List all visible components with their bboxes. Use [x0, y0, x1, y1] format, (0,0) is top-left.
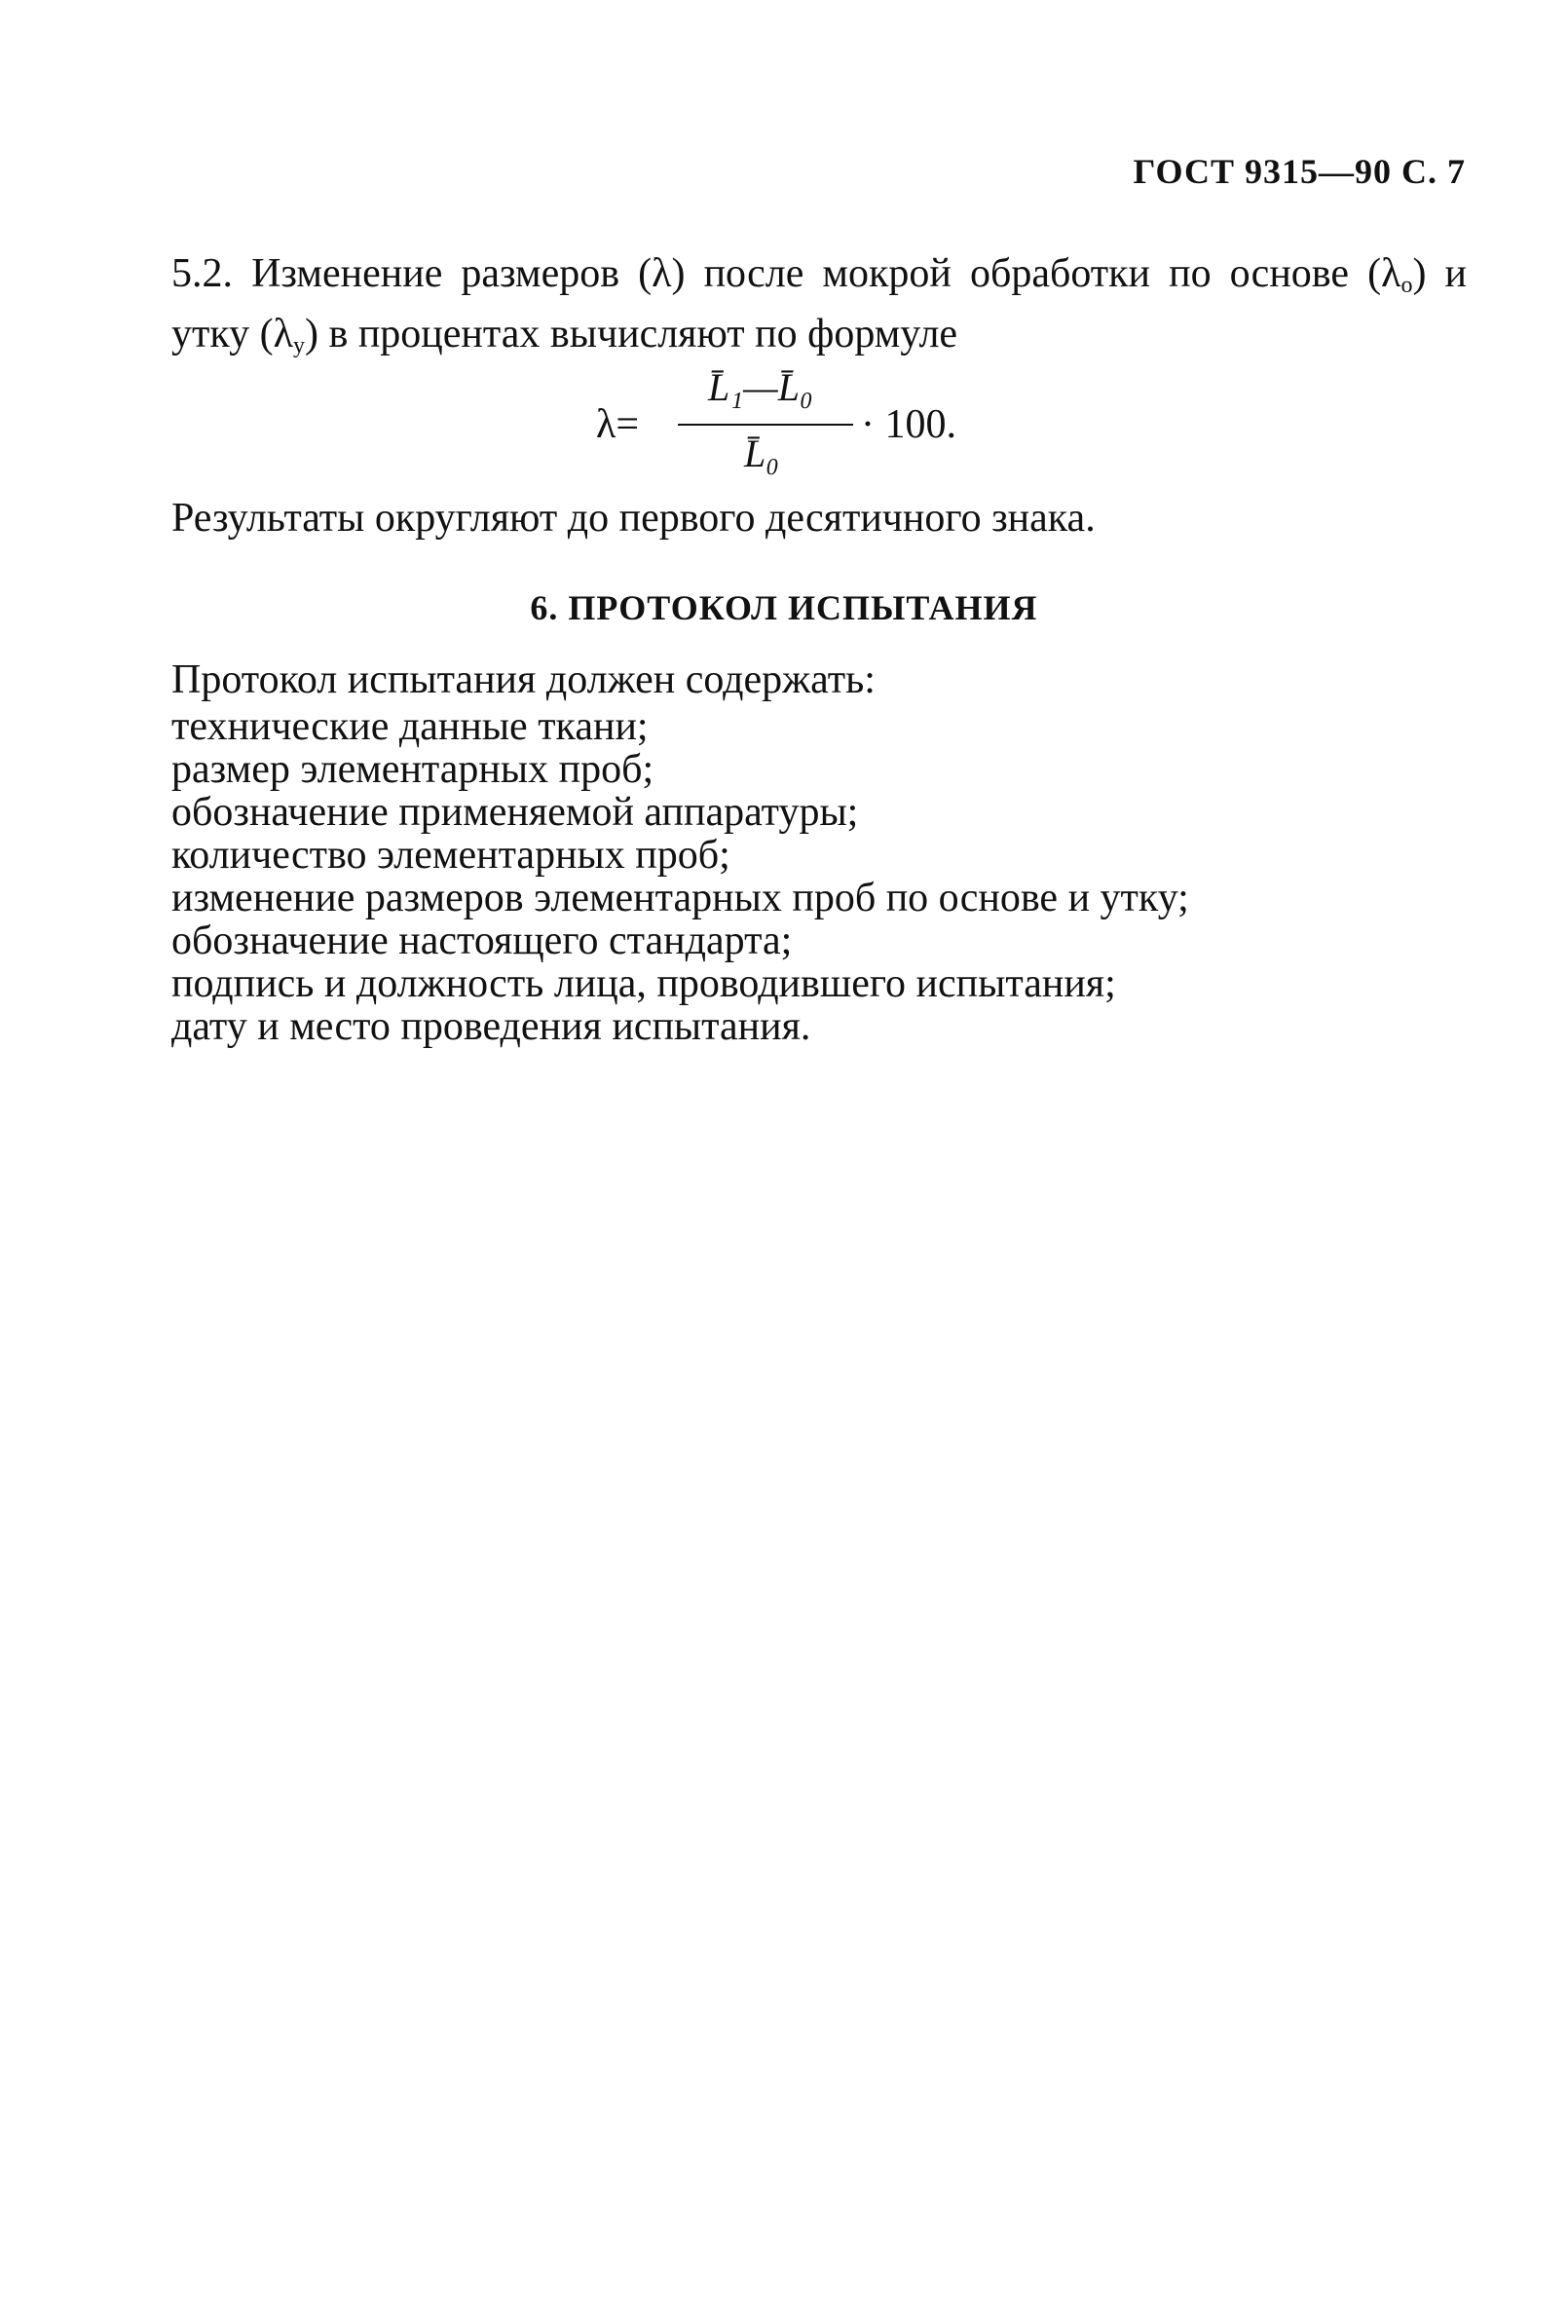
fraction-bar	[678, 424, 853, 426]
list-item: обозначение настоящего стандарта;	[171, 918, 793, 963]
page-header: ГОСТ 9315—90 С. 7	[1133, 152, 1466, 191]
formula-rhs: · 100.	[861, 402, 956, 447]
protocol-lead: Протокол испытания должен содержать:	[171, 657, 876, 702]
paragraph-5-2-part2: ) и утку (λ	[171, 251, 1467, 356]
list-item: дату и место проведения испытания.	[171, 1004, 811, 1049]
list-item: технические данные ткани;	[171, 704, 649, 749]
formula-denominator: L̄₀	[744, 431, 780, 475]
list-item: размер элементарных проб;	[171, 747, 654, 792]
paragraph-5-2	[171, 249, 1467, 370]
subscript-y: у	[293, 333, 306, 358]
section-6-title: 6. ПРОТОКОЛ ИСПЫТАНИЯ	[530, 588, 1038, 627]
formula-lhs: λ=	[596, 402, 640, 447]
list-item: изменение размеров элементарных проб по основе и утку;	[171, 876, 1189, 920]
list-item: количество элементарных проб;	[171, 833, 730, 878]
formula-numerator: L̄₁—L̄₀	[708, 365, 813, 409]
subscript-o: о	[1400, 273, 1413, 298]
list-item: обозначение применяемой аппаратуры;	[171, 790, 859, 835]
protocol-list	[171, 655, 1467, 1048]
results-paragraph: Результаты округляют до первого десятичного знака.	[171, 496, 1096, 541]
formula	[596, 362, 1005, 484]
paragraph-5-2-part3: ) в процентах вычисляют по формуле	[305, 312, 958, 356]
list-item: подпись и должность лица, проводившего испытания;	[171, 961, 1116, 1006]
paragraph-5-2-part1: 5.2. Изменение размеров (λ) после мокрой обработки по основе (λ	[171, 251, 1401, 296]
